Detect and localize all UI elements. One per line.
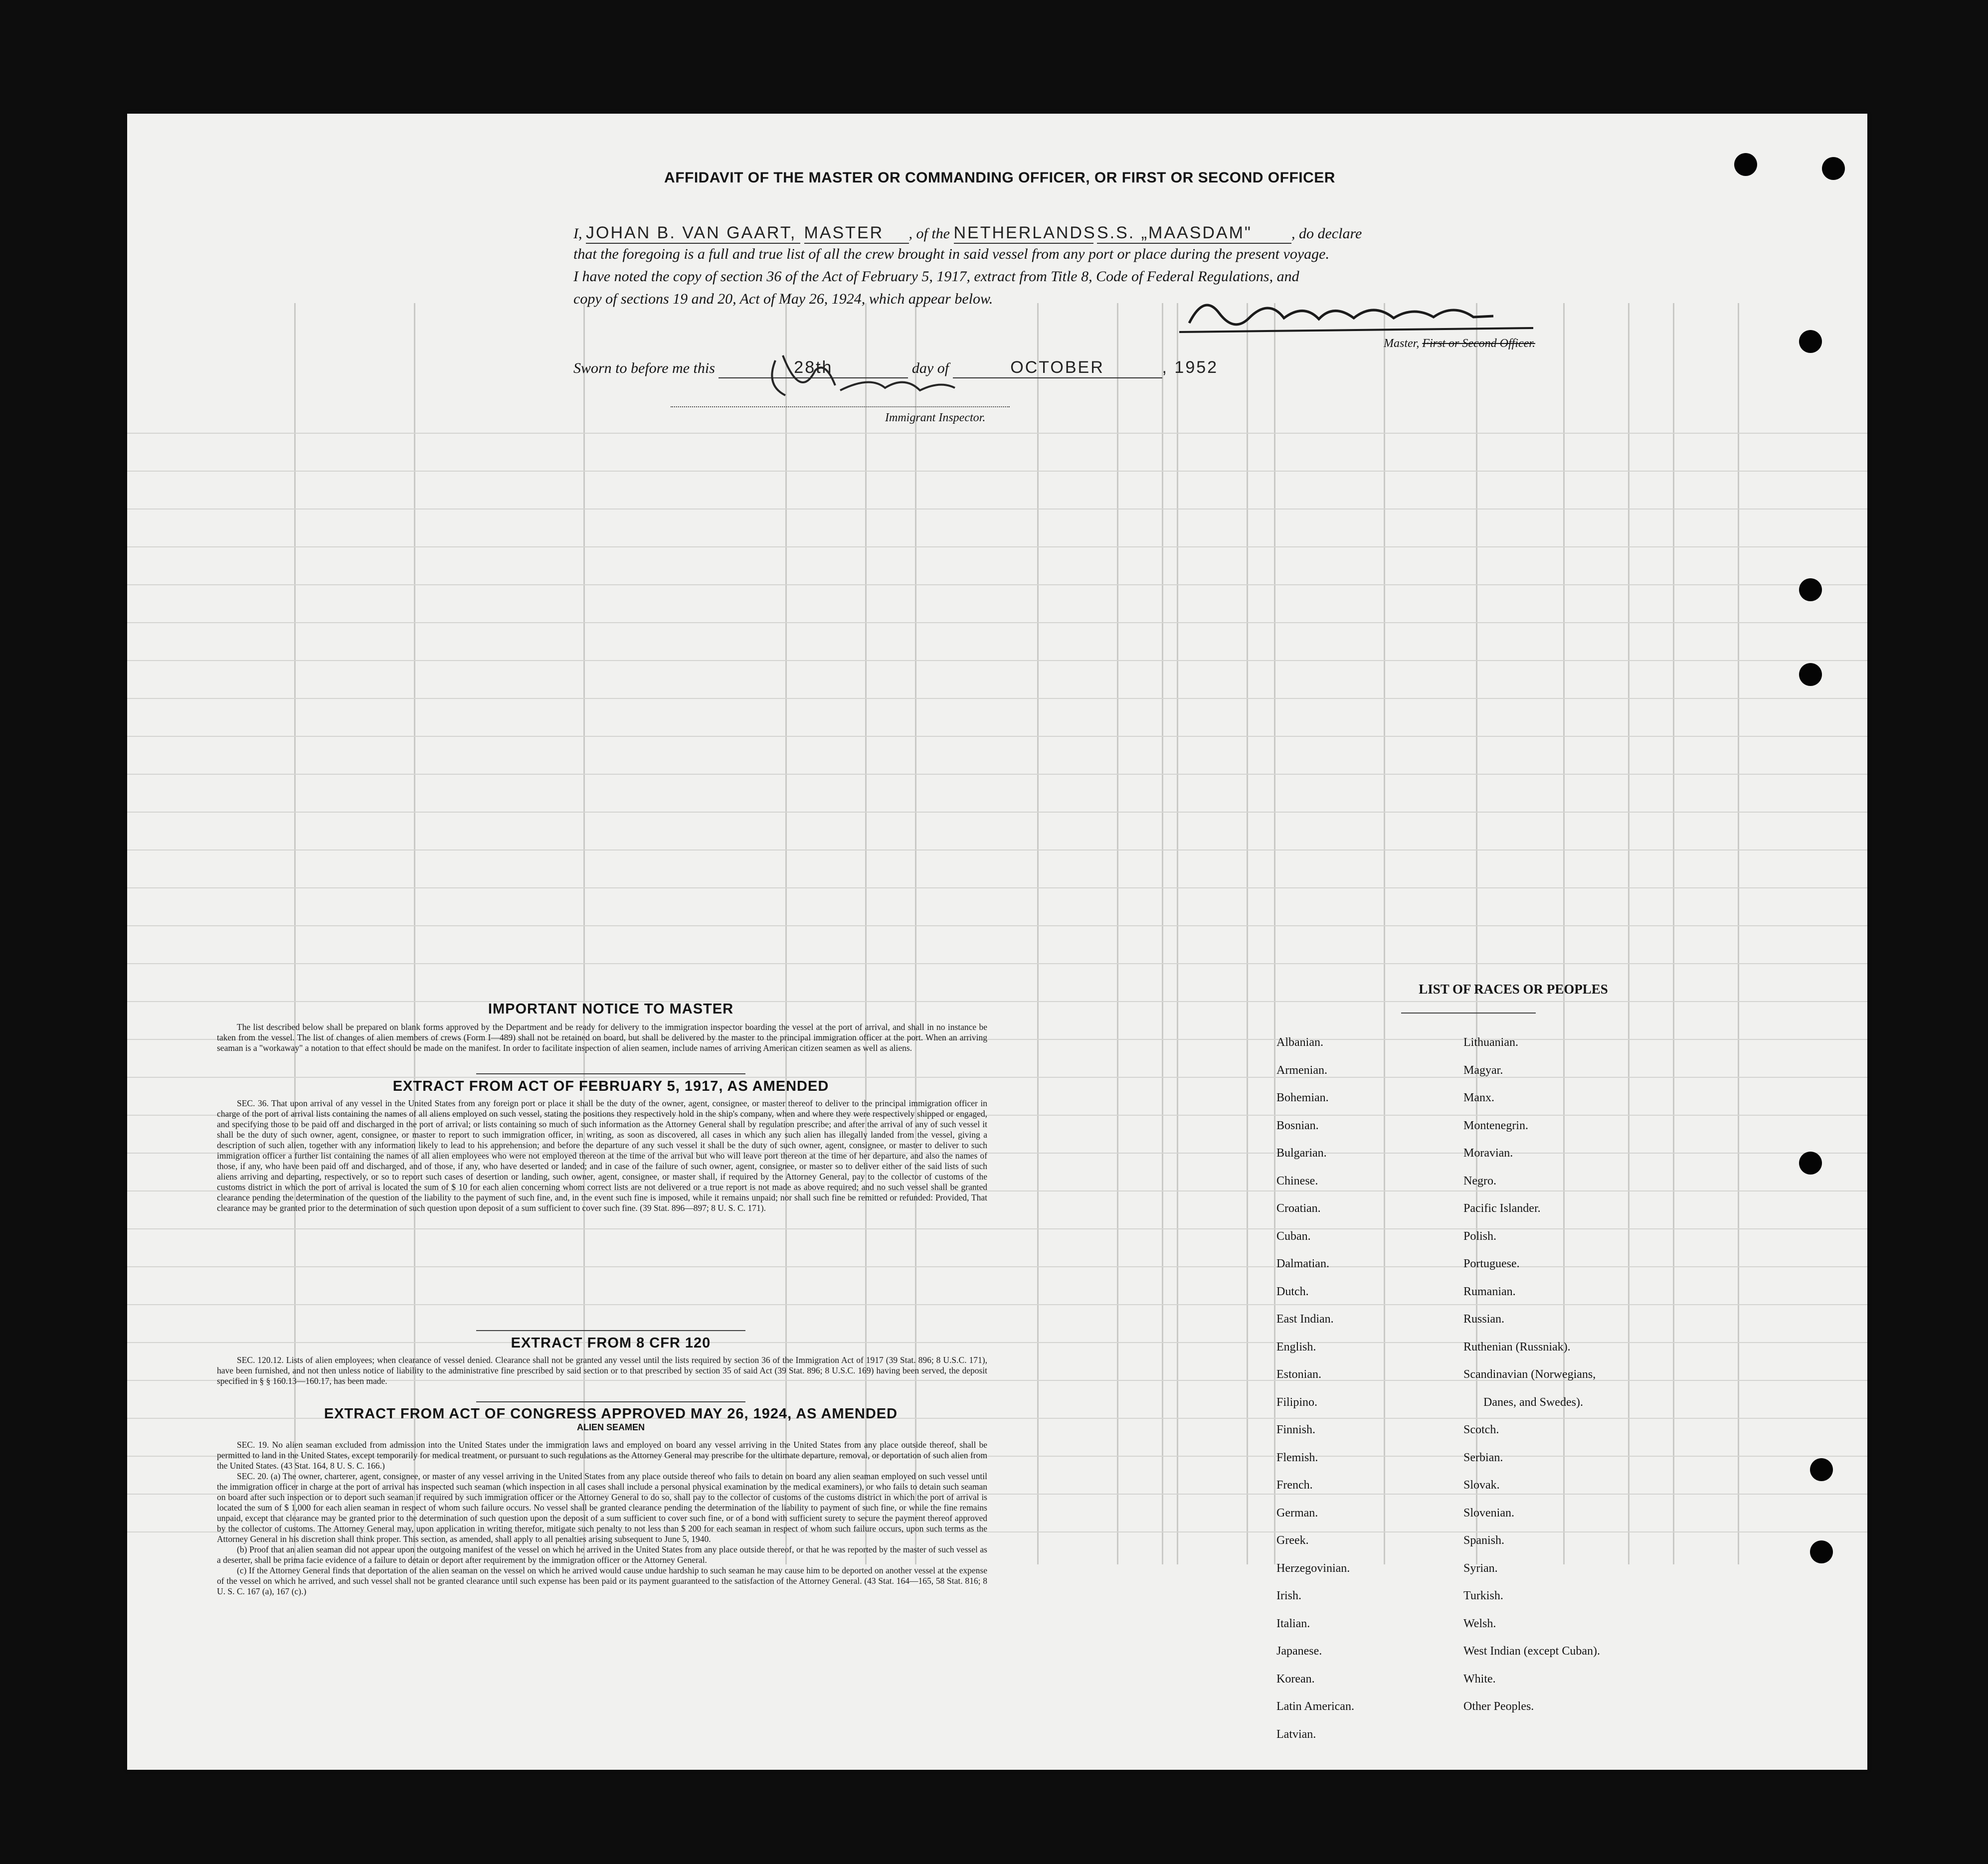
race-item: Polish. [1463, 1229, 1497, 1243]
race-item: Portuguese. [1463, 1257, 1520, 1270]
notice-body: The list described below shall be prepared on blank forms approved by the Department and be ready for delivery to the immigration inspector boarding the vessel at the port of arrival, and shall in no instance be taken from the vessel. The list of changes of alien members of crews (Form I—489) shall not be retained on board, but shall be delivered by the master to the principal immigration officer at the port. When an arriving seaman is a "workaway" a notation to that effect should be made on the manifest. In order to facilitate inspection of alien seamen, include names of arriving American citizen seamen as well as aliens. [217, 1022, 987, 1053]
race-item: English. [1276, 1340, 1316, 1354]
punch-hole [1799, 663, 1822, 686]
affidavit-declaration-line [573, 223, 1362, 244]
race-item: Bosnian. [1276, 1119, 1319, 1132]
race-item: Greek. [1276, 1534, 1309, 1547]
race-item: Lithuanian. [1463, 1036, 1518, 1049]
race-item: Armenian. [1276, 1063, 1327, 1077]
punch-hole [1799, 578, 1822, 601]
race-item: Cuban. [1276, 1229, 1311, 1243]
inspector-line [671, 406, 1010, 407]
race-item: Italian. [1276, 1617, 1310, 1630]
race-item: East Indian. [1276, 1313, 1334, 1326]
extract-cfr-title: EXTRACT FROM 8 CFR 120 [511, 1335, 711, 1351]
sworn-prefix: Sworn to before me this [573, 360, 715, 376]
nationality: NETHERLANDS [953, 223, 1096, 242]
sworn-day: 28th [794, 358, 833, 377]
race-item: Latvian. [1276, 1727, 1316, 1741]
sec-20b: (b) Proof that an alien seaman did not appear upon the outgoing manifest of the vessel on which he arrived in the United States from any place outside thereof, or that he was reported by the master of such vessel as a deserter, shall be prima facie evidence of a failure to detain or deport after requirement by the immigration officer or the Attorney General. [217, 1544, 987, 1565]
bleed-through-column-line [1177, 303, 1178, 1564]
bleed-through-row-line [127, 584, 1867, 585]
day-of-text: day of [911, 360, 949, 376]
race-item: Russian. [1463, 1313, 1505, 1326]
master-rank: MASTER [804, 223, 884, 242]
bleed-through-row-line [127, 1077, 1867, 1078]
race-item: Croatian. [1276, 1202, 1321, 1215]
bleed-through-row-line [127, 887, 1867, 888]
bleed-through-row-line [127, 1266, 1867, 1267]
race-item: Manx. [1463, 1091, 1494, 1104]
vessel-name: S.S. „MAASDAM" [1097, 223, 1252, 242]
race-item: Welsh. [1463, 1617, 1496, 1630]
punch-hole [1810, 1540, 1833, 1563]
race-item: Dutch. [1276, 1285, 1309, 1298]
races-title: LIST OF RACES OR PEOPLES [1419, 982, 1608, 997]
extract-1924-body [217, 1440, 987, 1597]
inspector-signature [755, 340, 1015, 415]
divider [476, 1401, 745, 1402]
bleed-through-row-line [127, 1228, 1867, 1229]
race-item: Bohemian. [1276, 1091, 1329, 1104]
divider [476, 1330, 745, 1331]
extract-1924-title: EXTRACT FROM ACT OF CONGRESS APPROVED MAY 26, 1924, AS AMENDED ALIEN SEAMEN [234, 1406, 987, 1433]
bleed-through-row-line [127, 963, 1867, 964]
race-item: Dalmatian. [1276, 1257, 1329, 1270]
affidavit-line-3: I have noted the copy of section 36 of the Act of February 5, 1917, extract from Title 8, Code of Federal Regulations, and [573, 268, 1299, 285]
bleed-through-column-line [1673, 303, 1674, 1564]
bleed-through-row-line [127, 812, 1867, 813]
bleed-through-column-line [1738, 303, 1739, 1564]
race-item: Rumanian. [1463, 1285, 1516, 1298]
race-item: Serbian. [1463, 1451, 1503, 1464]
of-the-text: , of the [908, 225, 950, 242]
extract-cfr-body: SEC. 120.12. Lists of alien employees; when clearance of vessel denied. Clearance shall not be granted any vessel until the lists required by section 36 of the Immigration Act of 1917 (39 Stat. 896; 8 U.S.C. 171), have been furnished, and not then unless notice of liability to the administrative fine prescribed by said section or to that prescribed by section 35 of said Act (39 Stat. 896; 8 U.S.C. 169) having been served, the deposit specified in § § 160.13—160.17, has been made. [217, 1355, 987, 1386]
race-item: Turkish. [1463, 1589, 1503, 1602]
race-item: Finnish. [1276, 1423, 1316, 1436]
sworn-month: OCTOBER [1010, 358, 1104, 377]
bleed-through-row-line [127, 622, 1867, 623]
struck-officer-caption: First or Second Officer. [1422, 337, 1535, 350]
race-item: Herzegovinian. [1276, 1561, 1350, 1575]
declaration-prefix: I, [573, 225, 582, 242]
punch-hole [1799, 330, 1822, 353]
divider [1401, 1013, 1536, 1014]
sec-20c: (c) If the Attorney General finds that deportation of the alien seaman on the vessel on which he arrived would cause undue hardship to such seaman he may cause him to be deported on another vessel at the expense of the vessel on which he arrived, and such vessel shall not be granted clearance until such expense has been paid or its payment guaranteed to the satisfaction of the Attorney General. (43 Stat. 164—165, 58 Stat. 816; 8 U. S. C. 167 (a), 167 (c).) [217, 1565, 987, 1596]
affidavit-title: AFFIDAVIT OF THE MASTER OR COMMANDING OFFICER, OR FIRST OR SECOND OFFICER [664, 169, 1335, 186]
bleed-through-row-line [127, 433, 1867, 434]
do-declare-text: , do declare [1291, 225, 1362, 242]
master-caption: Master, First or Second Officer. [1384, 337, 1535, 350]
extract-1924-subtitle: ALIEN SEAMEN [576, 1422, 645, 1432]
inspector-caption: Immigrant Inspector. [885, 411, 986, 424]
race-item: Filipino. [1276, 1395, 1318, 1409]
divider [476, 1073, 745, 1074]
race-item: Ruthenian (Russniak). [1463, 1340, 1571, 1354]
bleed-through-row-line [127, 736, 1867, 737]
bleed-through-row-line [127, 660, 1867, 661]
race-item: Slovenian. [1463, 1506, 1514, 1520]
bleed-through-row-line [127, 508, 1867, 509]
sworn-year: , 1952 [1162, 358, 1219, 377]
manifest-sheet [127, 114, 1867, 1770]
race-item: West Indian (except Cuban). [1463, 1645, 1600, 1658]
punch-hole [1734, 153, 1757, 176]
bleed-through-row-line [127, 849, 1867, 850]
bleed-through-column-line [1628, 303, 1629, 1564]
race-item: Chinese. [1276, 1174, 1318, 1187]
race-item: Scotch. [1463, 1423, 1499, 1436]
affidavit-line-2: that the foregoing is a full and true list of all the crew brought in said vessel from any port or place during the present voyage. [573, 246, 1329, 262]
race-item: Latin American. [1276, 1700, 1354, 1713]
race-item: Slovak. [1463, 1479, 1500, 1492]
race-item: Flemish. [1276, 1451, 1318, 1464]
race-item: Moravian. [1463, 1147, 1513, 1160]
race-item: Magyar. [1463, 1063, 1503, 1077]
notice-title: IMPORTANT NOTICE TO MASTER [488, 1001, 734, 1017]
bleed-through-row-line [127, 546, 1867, 547]
bleed-through-row-line [127, 1304, 1867, 1305]
race-item: German. [1276, 1506, 1318, 1520]
bleed-through-column-line [1384, 303, 1385, 1564]
race-item: Spanish. [1463, 1534, 1505, 1547]
race-item: Bulgarian. [1276, 1147, 1327, 1160]
extract-1917-body: SEC. 36. That upon arrival of any vessel in the United States from any foreign port or place it shall be the duty of the owner, agent, consignee, or master thereof to deliver to the principal immigration officer in charge of the port of arrival lists containing the names of all aliens employed on such vessel, stating the positions they respectively hold in the ship's company, when and where they were respectively shipped or engaged, and specifying those to be paid off and discharged in the port of arrival; or lists containing so much of such information as the Attorney General shall by regulation prescribe; and after the arrival of any of such vessel it shall be the duty of such owner, agent, consignee, or master to report to such immigration officer, in writing, as soon as discovered, all cases in which any such alien has illegally landed from the vessel, giving a description of such alien, together with any information likely to lead to his apprehension; and before the departure of any such vessel it shall be the duty of such owner, agent, consignee, or master to deliver to such immigration officer a further list containing the names of all alien employees who were not employed thereon at the time of the arrival but who will leave port thereon at the time of her departure, and also the names of those, if any, who have been paid off and discharged, and of those, if any, who have deserted or landed; and in case of the failure of such owner, agent, consignee, or master so to deliver either of the said lists of such aliens arriving and departing, respectively, or so to report such cases of desertion or landing, such owner, agent, consignee, or master shall, if required by the Attorney General, pay to the collector of customs of the customs district in which the port of arrival is located the sum of $ 10 for each alien concerning whom correct lists are not delivered or a true report is not made as above required; and no such vessel shall be granted clearance pending the determination of the question of the liability to the payment of such fine, and, in the event such fine is imposed, while it remains unpaid; nor shall such fine be remitted or refunded: Provided, That clearance may be granted prior to the determination of such question upon deposit of a sum sufficient to cover such fine. (39 Stat. 896—897; 8 U. S. C. 171). [217, 1098, 987, 1213]
race-item: French. [1276, 1479, 1313, 1492]
punch-hole [1799, 1152, 1822, 1175]
race-item: Syrian. [1463, 1561, 1498, 1575]
bleed-through-column-line [1117, 303, 1118, 1564]
bleed-through-column-line [1274, 303, 1275, 1564]
race-item: Pacific Islander. [1463, 1202, 1541, 1215]
race-item: Montenegrin. [1463, 1119, 1528, 1132]
race-item: Korean. [1276, 1672, 1315, 1686]
master-name: JOHAN B. VAN GAART, [586, 223, 797, 242]
punch-hole [1822, 157, 1845, 180]
bleed-through-column-line [1037, 303, 1039, 1564]
race-item: Danes, and Swedes). [1483, 1395, 1583, 1409]
bleed-through-row-line [127, 925, 1867, 926]
bleed-through-row-line [127, 471, 1867, 472]
sec-20a: SEC. 20. (a) The owner, charterer, agent, consignee, or master of any vessel arriving in the United States from any place outside thereof who fails to detain on board any alien seaman employed on such vessel until the immigration officer in charge at the port of arrival has inspected such seaman (which inspection in all cases shall include a personal physical examination by the medical examiners), or who fails to detain such seaman on board after such inspection or to deport such seaman if required by such immigration officer or the Attorney General to do so, shall pay to the collector of customs of the customs district in which the port of arrival is located the sum of $ 1,000 for each alien seaman in respect of whom such failure occurs. No vessel shall be granted clearance pending the determination of the liability to payment of such fine, or while the fine remains unpaid, except that clearance may be granted prior to the determination of such question upon the deposit of a sum sufficient to cover such fine, or of a bond with sufficient surety to secure the payment thereof approved by the collector of customs. The Attorney General may, upon application in writing therefor, mitigate such penalty to not less than $ 200 for each seaman in respect of whom such failure occurs, upon such terms as the Attorney General in his discretion shall think proper. This section, as amended, shall apply to all penalties arising subsequent to June 5, 1940. [217, 1471, 987, 1544]
affidavit-line-4: copy of sections 19 and 20, Act of May 26, 1924, which appear below. [573, 291, 993, 307]
bleed-through-row-line [127, 774, 1867, 775]
sec-19: SEC. 19. No alien seaman excluded from admission into the United States under the immigration laws and employed on board any vessel arriving in the United States from any place outside thereof, shall be permitted to land in the United States, except temporarily for medical treatment, or pursuant to such regulations as the Attorney General may prescribe for the ultimate departure, removal, or deportation of such alien from the United States. (43 Stat. 164, 8 U. S. C. 166.) [217, 1440, 987, 1471]
bleed-through-row-line [127, 698, 1867, 699]
race-item: Scandinavian (Norwegians, [1463, 1368, 1596, 1381]
race-item: Negro. [1463, 1174, 1496, 1187]
punch-hole [1810, 1458, 1833, 1481]
master-signature [1174, 288, 1563, 343]
race-item: Other Peoples. [1463, 1700, 1534, 1713]
bleed-through-column-line [1247, 303, 1248, 1564]
bleed-through-column-line [1162, 303, 1163, 1564]
extract-1917-title: EXTRACT FROM ACT OF FEBRUARY 5, 1917, AS AMENDED [392, 1078, 829, 1094]
race-item: Irish. [1276, 1589, 1301, 1602]
race-item: Estonian. [1276, 1368, 1321, 1381]
race-item: Albanian. [1276, 1036, 1323, 1049]
race-item: White. [1463, 1672, 1496, 1686]
race-item: Japanese. [1276, 1645, 1322, 1658]
